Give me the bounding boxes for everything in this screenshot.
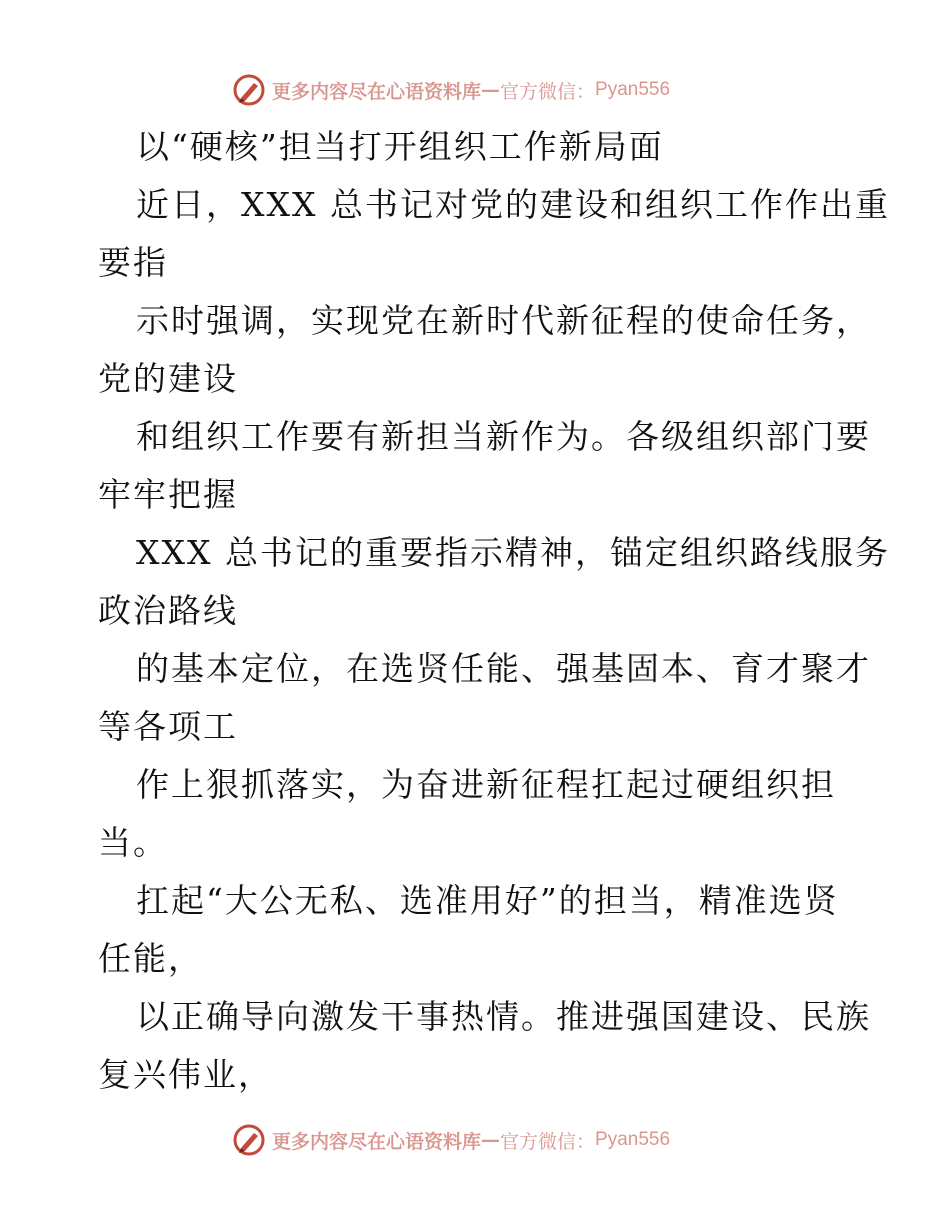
pen-logo-icon <box>232 73 266 107</box>
text-line: 复兴伟业， <box>98 1055 273 1094</box>
text-line: 示时强调，实现党在新时代新征程的使命任务， <box>136 301 871 340</box>
document-title: 以“硬核”担当打开组织工作新局面 <box>136 127 664 166</box>
watermark-wechat-label: 官方微信： <box>500 80 596 103</box>
header-watermark <box>232 72 670 108</box>
watermark-separator: — <box>481 1129 501 1151</box>
text-line: 扛起“大公无私、选准用好”的担当，精准选贤 <box>136 881 839 920</box>
watermark-text: 更多内容尽在心语资料库 <box>272 1130 482 1153</box>
text-line: 等各项工 <box>98 707 238 746</box>
watermark-wechat-label: 官方微信： <box>500 1130 596 1153</box>
watermark-wechat-id: Pyan556 <box>595 1129 671 1150</box>
footer-watermark <box>232 1122 670 1158</box>
document-body <box>98 118 890 1104</box>
text-line: 当。 <box>98 823 168 862</box>
text-line: 以正确导向激发干事热情。推进强国建设、民族 <box>136 997 871 1036</box>
pen-logo-icon <box>232 1123 266 1157</box>
text-line: 作上狠抓落实，为奋进新征程扛起过硬组织担 <box>136 765 836 804</box>
text-line: 近日，XXX 总书记对党的建设和组织工作作出重 <box>136 185 890 224</box>
watermark-wechat-id: Pyan556 <box>595 79 671 100</box>
watermark-separator: — <box>481 79 501 101</box>
watermark-text: 更多内容尽在心语资料库 <box>272 80 482 103</box>
text-line: 要指 <box>98 243 168 282</box>
text-line: 和组织工作要有新担当新作为。各级组织部门要 <box>136 417 871 456</box>
text-line: 牢牢把握 <box>98 475 238 514</box>
text-line: 的基本定位，在选贤任能、强基固本、育才聚才 <box>136 649 871 688</box>
text-line: 党的建设 <box>98 359 238 398</box>
text-line: XXX 总书记的重要指示精神，锚定组织路线服务 <box>136 533 890 572</box>
text-line: 政治路线 <box>98 591 238 630</box>
text-line: 任能， <box>98 939 203 978</box>
